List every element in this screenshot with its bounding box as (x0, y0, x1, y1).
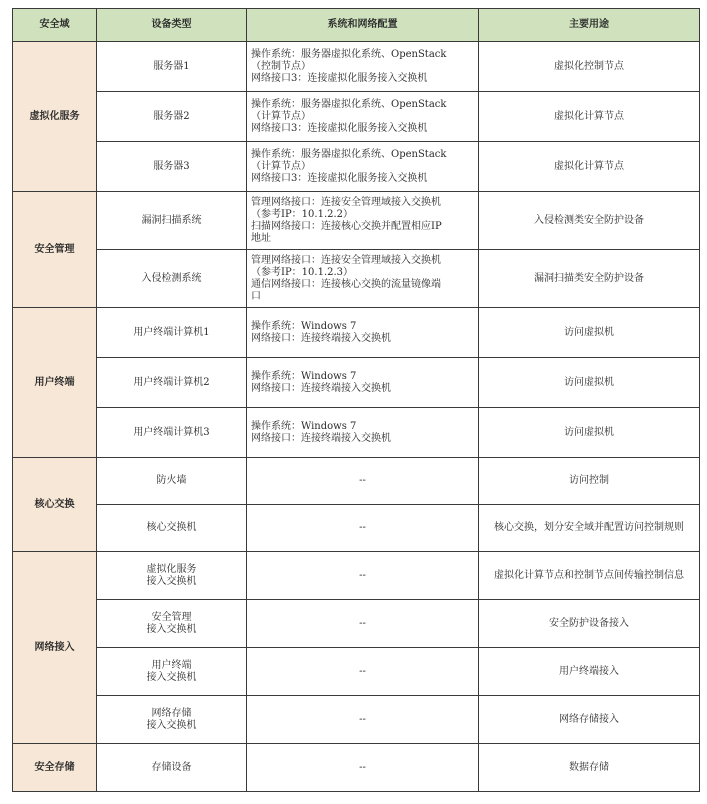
device-type-line: 接入交换机 (146, 671, 197, 683)
device-type-line: 存储设备 (151, 761, 192, 773)
device-type-line: 接入交换机 (146, 575, 197, 587)
config-cell (247, 308, 479, 358)
config-line: -- (359, 569, 366, 581)
domain-cell: 网络接入 (13, 552, 97, 744)
device-type-line: 用户终端计算机1 (133, 326, 210, 338)
device-type-cell (97, 744, 247, 792)
device-type-cell (97, 358, 247, 408)
device-type-line: 安全管理 (151, 611, 192, 623)
table-row (13, 648, 700, 696)
config-line: （参考IP：10.1.2.3） (251, 266, 354, 278)
device-type-cell (97, 458, 247, 505)
config-line: -- (359, 713, 366, 725)
table-row (13, 744, 700, 792)
purpose-cell: 漏洞扫描类安全防护设备 (479, 250, 700, 308)
device-type-cell (97, 92, 247, 142)
config-cell (247, 696, 479, 744)
purpose-cell: 网络存储接入 (479, 696, 700, 744)
config-line: 通信网络接口：连接核心交换的流量镜像端 (251, 278, 441, 290)
purpose-cell: 核心交换，划分安全域并配置访问控制规则 (479, 505, 700, 552)
device-type-line: 漏洞扫描系统 (141, 214, 202, 226)
device-type-line: 核心交换机 (146, 522, 197, 533)
device-type-cell (97, 250, 247, 308)
security-domain-table (12, 8, 700, 792)
config-line: 地址 (251, 232, 271, 244)
table-row (13, 92, 700, 142)
domain-cell: 核心交换 (13, 458, 97, 552)
device-type-line: 虚拟化服务 (146, 563, 197, 575)
device-type-cell (97, 408, 247, 458)
config-line: 操作系统：服务器虚拟化系统、OpenStack (251, 148, 447, 160)
device-type-line: 用户终端计算机2 (133, 376, 210, 388)
table-header-row (13, 9, 700, 42)
config-cell (247, 505, 479, 552)
config-line: 网络接口3：连接虚拟化服务接入交换机 (251, 122, 428, 134)
config-cell (247, 92, 479, 142)
device-type-line: 防火墙 (156, 475, 187, 486)
config-line: 网络接口：连接终端接入交换机 (251, 432, 391, 444)
config-cell (247, 192, 479, 250)
config-line: -- (359, 761, 366, 773)
purpose-cell: 虚拟化计算节点 (479, 142, 700, 192)
device-type-cell (97, 600, 247, 648)
config-line: 扫描网络接口：连接核心交换并配置相应IP (251, 220, 442, 232)
purpose-cell: 访问虚拟机 (479, 408, 700, 458)
table-row (13, 42, 700, 92)
device-type-line: 网络存储 (151, 707, 192, 719)
device-type-line: 用户终端计算机3 (133, 426, 210, 438)
domain-cell: 安全存储 (13, 744, 97, 792)
config-cell (247, 250, 479, 308)
config-line: 操作系统：Windows 7 (251, 370, 357, 382)
purpose-cell: 安全防护设备接入 (479, 600, 700, 648)
config-line: -- (359, 475, 366, 486)
table-row (13, 600, 700, 648)
config-line: （计算节点） (251, 160, 311, 172)
table-row (13, 552, 700, 600)
device-type-line: 用户终端 (151, 659, 192, 671)
device-type-cell (97, 552, 247, 600)
device-type-line: 接入交换机 (146, 719, 197, 731)
device-type-line: 服务器1 (153, 60, 190, 72)
table-row (13, 250, 700, 308)
device-type-cell (97, 505, 247, 552)
domain-cell: 安全管理 (13, 192, 97, 308)
config-cell (247, 358, 479, 408)
purpose-cell: 访问虚拟机 (479, 308, 700, 358)
config-line: （参考IP：10.1.2.2） (251, 208, 354, 220)
table-body (13, 42, 700, 792)
config-line: （控制节点） (251, 60, 311, 72)
table-row (13, 308, 700, 358)
device-type-line: 服务器3 (153, 160, 190, 172)
config-line: 操作系统：服务器虚拟化系统、OpenStack (251, 98, 447, 110)
header-device-type: 设备类型 (97, 9, 247, 42)
config-cell (247, 552, 479, 600)
purpose-cell: 用户终端接入 (479, 648, 700, 696)
config-line: 管理网络接口：连接安全管理域接入交换机 (251, 254, 441, 266)
config-line: 网络接口：连接终端接入交换机 (251, 382, 391, 394)
domain-cell: 虚拟化服务 (13, 42, 97, 192)
config-line: 网络接口3：连接虚拟化服务接入交换机 (251, 172, 428, 184)
device-type-cell (97, 42, 247, 92)
config-cell (247, 458, 479, 505)
device-type-cell (97, 142, 247, 192)
device-type-cell (97, 696, 247, 744)
config-line: 口 (251, 290, 261, 302)
config-cell (247, 408, 479, 458)
purpose-cell: 虚拟化控制节点 (479, 42, 700, 92)
table-row (13, 696, 700, 744)
domain-cell: 用户终端 (13, 308, 97, 458)
purpose-cell: 入侵检测类安全防护设备 (479, 192, 700, 250)
device-type-line: 入侵检测系统 (141, 272, 202, 284)
purpose-cell: 访问控制 (479, 458, 700, 505)
config-line: -- (359, 522, 366, 533)
purpose-cell: 虚拟化计算节点 (479, 92, 700, 142)
config-line: （计算节点） (251, 110, 311, 122)
config-cell (247, 648, 479, 696)
purpose-cell: 数据存储 (479, 744, 700, 792)
device-type-cell (97, 192, 247, 250)
header-main-purpose: 主要用途 (479, 9, 700, 42)
header-security-domain: 安全域 (13, 9, 97, 42)
config-line: 网络接口3：连接虚拟化服务接入交换机 (251, 72, 428, 84)
config-cell (247, 600, 479, 648)
table-row (13, 358, 700, 408)
device-type-cell (97, 308, 247, 358)
config-line: 操作系统：Windows 7 (251, 420, 357, 432)
purpose-cell: 访问虚拟机 (479, 358, 700, 408)
table-row (13, 192, 700, 250)
config-line: 网络接口：连接终端接入交换机 (251, 332, 391, 344)
config-line: 管理网络接口：连接安全管理域接入交换机 (251, 196, 441, 208)
config-cell (247, 744, 479, 792)
header-system-network-config: 系统和网络配置 (247, 9, 479, 42)
config-line: -- (359, 665, 366, 677)
config-line: 操作系统：Windows 7 (251, 320, 357, 332)
config-cell (247, 142, 479, 192)
config-cell (247, 42, 479, 92)
device-type-cell (97, 648, 247, 696)
table-row (13, 408, 700, 458)
config-line: 操作系统：服务器虚拟化系统、OpenStack (251, 48, 447, 60)
table-row (13, 142, 700, 192)
config-line: -- (359, 617, 366, 629)
device-type-line: 服务器2 (153, 110, 190, 122)
purpose-cell: 虚拟化计算节点和控制节点间传输控制信息 (479, 552, 700, 600)
table-row (13, 505, 700, 552)
table-row (13, 458, 700, 505)
device-type-line: 接入交换机 (146, 623, 197, 635)
